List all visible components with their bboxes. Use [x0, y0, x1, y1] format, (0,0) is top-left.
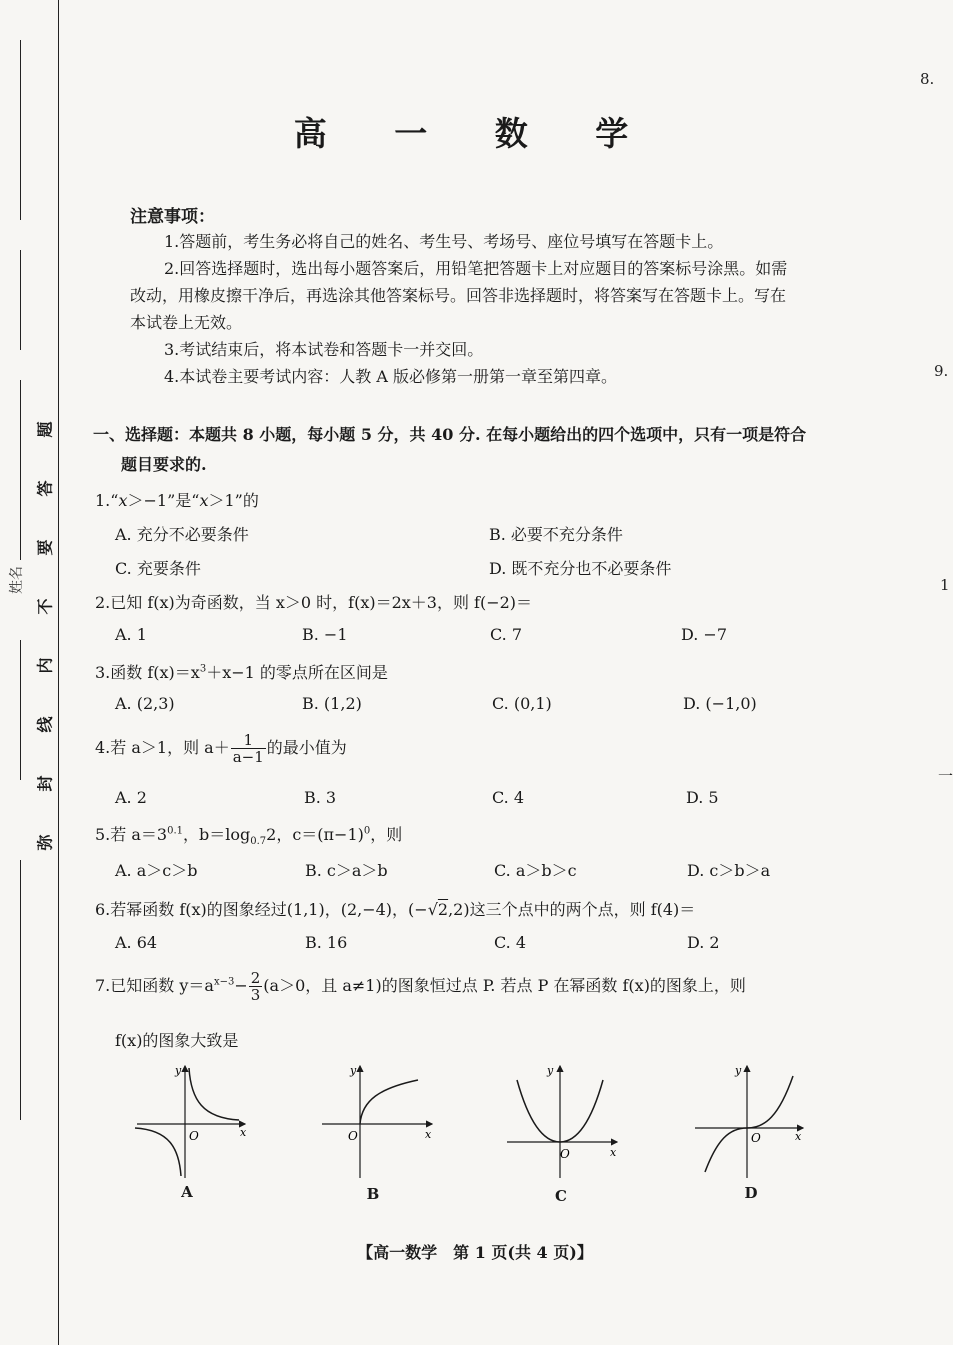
- question-5-stem: [95, 822, 402, 847]
- q7-graph-a[interactable]: [133, 1060, 253, 1180]
- binding-segment: [20, 250, 21, 350]
- q7-text: −: [234, 976, 248, 995]
- q4-text: 的最小值为: [266, 738, 347, 757]
- page-footer: 【高一数学 第 1 页(共 4 页)】: [357, 1243, 593, 1262]
- q3-text: 3.函数 f(x)＝x: [95, 663, 200, 682]
- graph-c-svg: [505, 1060, 625, 1180]
- seal-char: 弥: [35, 834, 55, 851]
- notice-list: [130, 228, 795, 390]
- q2-option-b[interactable]: B. −1: [302, 625, 348, 644]
- q7-graph-c[interactable]: [505, 1060, 625, 1180]
- graph-b-label: B: [366, 1185, 380, 1203]
- q7-graph-d[interactable]: [693, 1060, 813, 1180]
- question-7-stem: [95, 970, 746, 1003]
- section-heading: [93, 420, 838, 480]
- q5-option-a[interactable]: A. a＞c＞b: [115, 861, 198, 880]
- origin-label: O: [751, 1131, 761, 1145]
- q5-option-d[interactable]: D. c＞b＞a: [687, 861, 771, 880]
- graph-d-label: D: [744, 1184, 758, 1202]
- q1-var: x: [199, 491, 209, 510]
- question-4-stem: [95, 732, 347, 765]
- q3-option-d[interactable]: D. (−1,0): [683, 694, 757, 713]
- seal-char: 答: [35, 480, 55, 497]
- q3-option-b[interactable]: B. (1,2): [302, 694, 362, 713]
- q5-exponent: 0: [363, 825, 371, 837]
- next-page-fragment: 8.: [920, 70, 935, 88]
- q7-graph-b[interactable]: [320, 1060, 440, 1180]
- side-name-label: 姓名: [9, 566, 25, 594]
- origin-label: O: [348, 1129, 358, 1143]
- q1-text: ＞1”的: [208, 491, 259, 510]
- q3-option-a[interactable]: A. (2,3): [115, 694, 175, 713]
- next-page-fragment: 1: [940, 576, 950, 594]
- seal-char: 线: [35, 716, 55, 733]
- x-axis-label: x: [425, 1128, 432, 1141]
- q6-text: ,2)这三个点中的两个点，则 f(4)＝: [448, 900, 696, 919]
- q5-text: ，b＝log: [182, 825, 251, 844]
- seal-char: 封: [35, 775, 55, 792]
- graph-b-svg: [320, 1060, 440, 1180]
- q3-text: ＋x−1 的零点所在区间是: [206, 663, 388, 682]
- notice-heading: 注意事项：: [130, 207, 215, 227]
- q6-option-c[interactable]: C. 4: [494, 933, 527, 952]
- y-axis-label: y: [350, 1064, 357, 1077]
- q5-log-base: 0.7: [250, 836, 267, 848]
- graph-a-label: A: [181, 1183, 193, 1201]
- q4-denominator: a−1: [232, 748, 264, 766]
- q1-option-b[interactable]: B. 必要不充分条件: [489, 525, 623, 544]
- q5-exponent: 0.1: [167, 825, 183, 837]
- notice-item: 2.回答选择题时，选出每小题答案后，用铅笔把答题卡上对应题目的答案标号涂黑。如需改动，用橡皮擦干净后，再选涂其他答案标号。回答非选择题时，将答案写在答题卡上。写在本试卷上无效。: [130, 259, 788, 332]
- section-line-2: 题目要求的.: [121, 455, 207, 474]
- question-2-stem: 2.已知 f(x)为奇函数，当 x＞0 时，f(x)＝2x＋3，则 f(−2)＝: [95, 593, 533, 612]
- q7-text: 7.已知函数 y＝a: [95, 976, 214, 995]
- q6-option-b[interactable]: B. 16: [305, 933, 348, 952]
- q5-option-c[interactable]: C. a＞b＞c: [494, 861, 577, 880]
- next-page-fragment: 一: [938, 767, 953, 785]
- q1-text: 1.“: [95, 491, 119, 510]
- notice-item: 1.答题前，考生务必将自己的姓名、考生号、考场号、座位号填写在答题卡上。: [164, 232, 724, 251]
- q4-numerator: 1: [231, 732, 266, 749]
- page-title: 高 一 数 学: [293, 114, 657, 153]
- notice-item: 4.本试卷主要考试内容：人教 A 版必修第一册第一章至第四章。: [164, 367, 617, 386]
- graph-a-svg: [133, 1060, 253, 1180]
- seal-line-text: [33, 418, 55, 854]
- origin-label: O: [560, 1147, 570, 1161]
- q6-radicand: 2: [437, 900, 449, 919]
- binding-segment: [20, 380, 21, 560]
- seal-char: 题: [35, 421, 55, 438]
- q1-text: ＞−1”是“: [127, 491, 200, 510]
- graph-c-label: C: [555, 1187, 567, 1205]
- notice-item: 3.考试结束后，将本试卷和答题卡一并交回。: [164, 340, 484, 359]
- q7-numerator: 2: [250, 969, 261, 987]
- q4-fraction: [231, 732, 266, 765]
- origin-label: O: [189, 1129, 199, 1143]
- q4-option-a[interactable]: A. 2: [115, 788, 147, 807]
- question-6-stem: [95, 897, 695, 920]
- q4-text: 4.若 a＞1，则 a＋: [95, 738, 230, 757]
- q2-option-d[interactable]: D. −7: [681, 625, 728, 644]
- q1-option-c[interactable]: C. 充要条件: [115, 559, 201, 578]
- q7-fraction: [249, 970, 263, 1003]
- q7-exponent: x−3: [213, 976, 235, 988]
- q6-option-a[interactable]: A. 64: [115, 933, 158, 952]
- y-axis-label: y: [175, 1064, 182, 1077]
- binding-segment: [20, 640, 21, 780]
- q2-option-a[interactable]: A. 1: [115, 625, 147, 644]
- q2-option-c[interactable]: C. 7: [490, 625, 523, 644]
- q5-text: 2，c＝(π−1): [266, 825, 364, 844]
- next-page-fragment: 9.: [934, 362, 949, 380]
- q1-option-d[interactable]: D. 既不充分也不必要条件: [489, 559, 672, 578]
- x-axis-label: x: [240, 1126, 247, 1139]
- q5-text: 5.若 a＝3: [95, 825, 168, 844]
- q3-exponent: 3: [199, 663, 207, 675]
- y-axis-label: y: [735, 1064, 742, 1077]
- seal-char: 要: [35, 539, 55, 556]
- q4-option-c[interactable]: C. 4: [492, 788, 525, 807]
- seal-char: 内: [35, 657, 55, 674]
- y-axis-label: y: [547, 1064, 554, 1077]
- q3-option-c[interactable]: C. (0,1): [492, 694, 552, 713]
- q5-text: ，则: [370, 825, 403, 844]
- q1-var: x: [118, 491, 128, 510]
- section-line-1: 一、选择题：本题共 8 小题，每小题 5 分，共 40 分. 在每小题给出的四个选项中，只有一项是符合: [93, 425, 807, 444]
- binding-segment: [20, 860, 21, 1120]
- question-3-stem: [95, 660, 388, 683]
- q6-text: 6.若幂函数 f(x)的图象经过(1,1)，(2,−4)，(−√: [95, 900, 438, 919]
- q5-option-b[interactable]: B. c＞a＞b: [305, 861, 388, 880]
- question-7-stem-line2: f(x)的图象大致是: [115, 1031, 239, 1050]
- seal-char: 不: [35, 598, 55, 615]
- x-axis-label: x: [610, 1146, 617, 1159]
- q7-text: (a＞0，且 a≠1)的图象恒过点 P. 若点 P 在幂函数 f(x)的图象上，则: [263, 976, 746, 995]
- binding-line: [58, 0, 59, 1345]
- x-axis-label: x: [795, 1130, 802, 1143]
- q7-denominator: 3: [250, 986, 261, 1004]
- q6-option-d[interactable]: D. 2: [687, 933, 720, 952]
- q4-option-d[interactable]: D. 5: [686, 788, 719, 807]
- q1-option-a[interactable]: A. 充分不必要条件: [115, 525, 249, 544]
- question-1-stem: [95, 488, 259, 511]
- graph-d-svg: [693, 1060, 813, 1180]
- q4-option-b[interactable]: B. 3: [304, 788, 337, 807]
